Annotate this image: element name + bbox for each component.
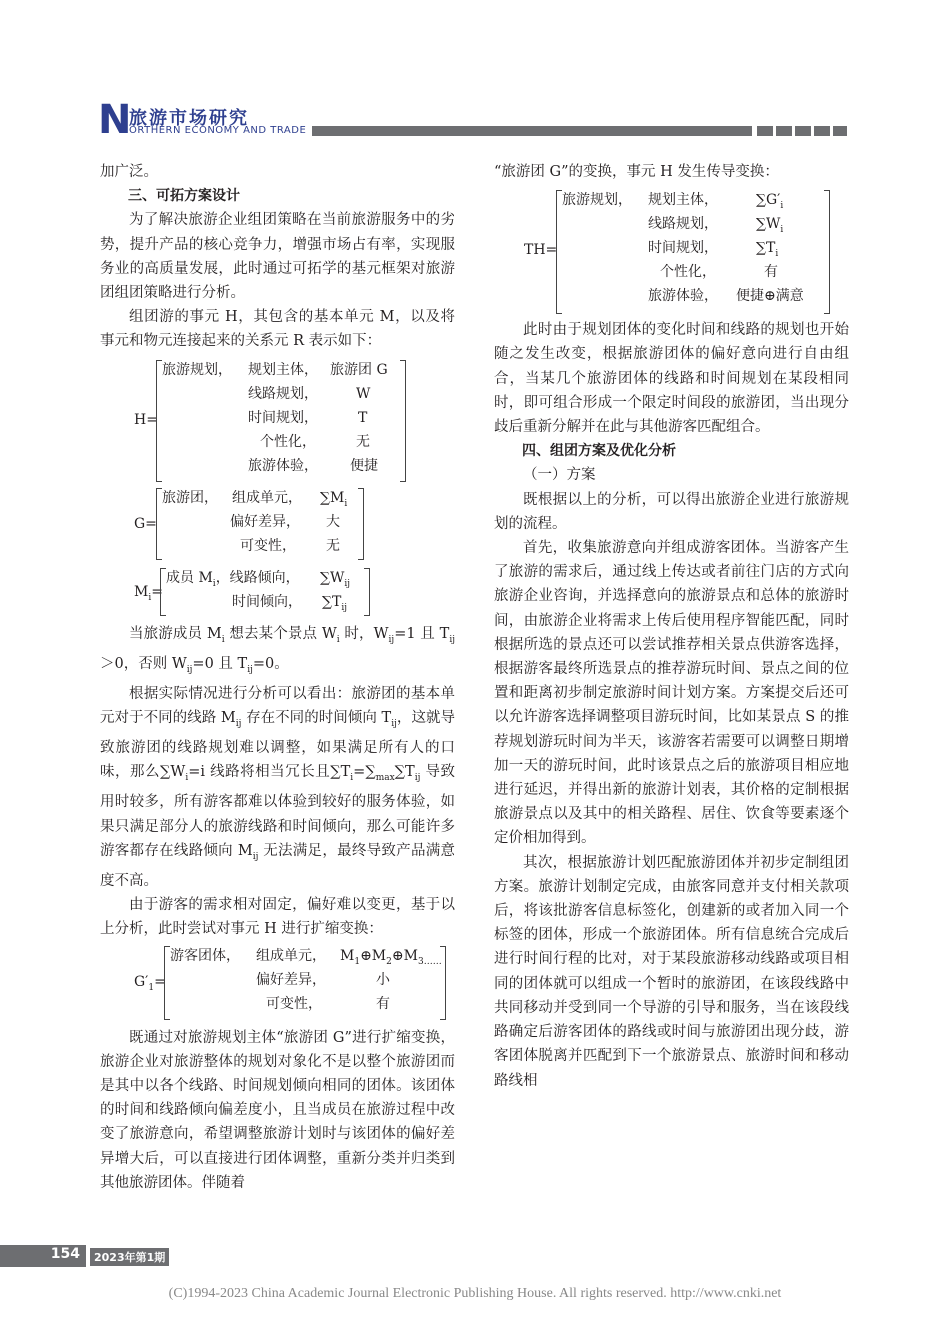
subsection-heading: （一）方案 <box>523 467 596 484</box>
page-number-box <box>0 1245 86 1267</box>
matrix-G1 <box>100 944 455 1022</box>
matrix-cell: T <box>358 409 368 426</box>
paragraph: 组团游的事元 H，其包含的基本单元 M，以及将事元和物元连接起来的关系元 R 表示如下： <box>100 309 455 350</box>
matrix-TH <box>494 186 849 314</box>
matrix-cell: 可变性， <box>240 537 296 554</box>
matrix-cell: 个性化， <box>260 433 316 450</box>
matrix-cell: 偏好差异， <box>256 971 326 988</box>
right-column <box>494 160 849 1093</box>
matrix-label: H= <box>134 411 158 428</box>
matrix-cell: $\sum T_{ij}$ <box>322 593 348 613</box>
journal-logo-letter: N <box>98 97 132 143</box>
paragraph: 根据实际情况进行分析可以看出：旅游团的基本单元对于不同的线路 $M_{ij}$ 存在不同的时间倾向 $T_{ij}$，这就导致旅游团的线路规划难以调整，如果满足所有人的口味，那么$\sum W_i=i$ 线路将相当冗长且$\sum T_i=\sum_{max}\sum T_{ij}$ 导致用时较多，所有游客都难以体验到较好的服务体验，如果只满足部分人的旅游线路和时间倾向，那么可能许多游客都存在线路倾向 $M_{ij}$ 无法满足，最终导致产品满意度不高。 <box>100 685 456 889</box>
matrix-label: $G'_1=$ <box>134 973 166 993</box>
section-heading: 三、可拓方案设计 <box>128 188 240 205</box>
matrix-H <box>100 356 455 482</box>
matrix-cell: 便捷⊕满意 <box>736 288 804 305</box>
matrix-cell: 偏好差异， <box>230 513 300 530</box>
matrix-cell: 无 <box>356 433 370 450</box>
matrix-label: TH= <box>524 242 558 259</box>
matrix-cell: 线路规划， <box>648 216 718 233</box>
matrix-label: G= <box>134 515 157 532</box>
matrix-cell: 有 <box>764 264 778 281</box>
paragraph: “旅游团 G”的变换，事元 H 发生传导变换： <box>494 164 779 180</box>
matrix-cell: 规划主体， <box>648 192 718 209</box>
matrix-label: $M_i=$ <box>134 583 163 603</box>
paragraph: 为了解决旅游企业组团策略在当前旅游服务中的劣势，提升产品的核心竞争力，增强市场占有率，实现服务业的高质量发展，此时通过可拓学的基元框架对旅游团组团策略进行分析。 <box>100 212 455 302</box>
matrix-cell: 规划主体， <box>248 361 318 378</box>
matrix-cell: 有 <box>376 995 390 1012</box>
section-heading: 四、组团方案及优化分析 <box>522 443 676 460</box>
matrix-cell: 组成单元， <box>256 947 326 964</box>
matrix-cell: 游客团体， <box>170 947 240 964</box>
paragraph: 既根据以上的分析，可以得出旅游企业进行旅游规划的流程。 <box>494 491 849 532</box>
matrix-cell: 旅游体验， <box>648 288 718 305</box>
matrix-cell: 旅游规划， <box>562 192 632 209</box>
matrix-cell: 时间规划， <box>248 409 318 426</box>
page-number: 154 <box>50 1246 80 1262</box>
matrix-G <box>100 486 455 562</box>
paragraph: 此时由于规划团体的变化时间和线路的规划也开始随之发生改变，根据旅游团体的偏好意向进行自由组合，当某几个旅游团体的线路和时间规划在某段相同时，即可组合形成一个限定时间段的旅游团，当出现分歧后重新分解并在此与其他游客匹配组合。 <box>494 322 849 436</box>
matrix-cell: 可变性， <box>266 995 322 1012</box>
paragraph: 由于游客的需求相对固定，偏好难以变更，基于以上分析，此时尝试对事元 H 进行扩缩变换： <box>100 897 455 938</box>
matrix-cell: $\sum W_i$ <box>756 216 784 235</box>
matrix-cell: 旅游团， <box>162 489 218 506</box>
matrix-cell: 旅游规划， <box>162 361 232 378</box>
left-column <box>100 160 455 1195</box>
matrix-cell: 组成单元， <box>232 489 302 506</box>
matrix-cell: 无 <box>326 537 340 554</box>
section-title-cn: 旅游市场研究 <box>129 108 249 129</box>
paragraph: 当旅游成员 $M_i$ 想去某个景点 $W_i$ 时，$W_{ij}=1$ 且 $T_{ij}>0$，否则 $W_{ij}=0$ 且 $T_{ij}=0$。 <box>100 625 455 675</box>
matrix-cell: 大 <box>326 513 340 530</box>
matrix-cell: 旅游团 G <box>330 361 388 378</box>
header-bar-dashed <box>757 126 847 136</box>
paragraph: 加广泛。 <box>100 164 158 180</box>
copyright-notice: (C)1994-2023 China Academic Journal Electronic Publishing House. All rights reserved. http://www.cnki.net <box>168 1286 782 1301</box>
issue-label: 2023年第1期 <box>90 1248 169 1266</box>
header-bar <box>312 126 752 136</box>
matrix-cell: $\sum T_i$ <box>756 240 779 259</box>
matrix-cell: $\sum G'_i$ <box>756 192 784 211</box>
matrix-cell: $\sum W_{ij}$ <box>320 569 351 589</box>
matrix-cell: 线路规划， <box>248 385 318 402</box>
matrix-cell: 成员 $M_i$，线路倾向， <box>166 569 300 589</box>
paragraph: 既通过对旅游规划主体“旅游团 G”进行扩缩变换，旅游企业对旅游整体的规划对象化不是以整个旅游团而是其中以各个线路、时间规划倾向相同的团体。该团体的时间和线路倾向偏差度小，且当成员在旅游过程中改变了旅游意向，希望调整旅游计划时与该团体的偏好差异增大后，可以直接进行团体调整，重新分类并归类到其他旅游团体。伴随着 <box>100 1029 455 1191</box>
matrix-cell: 个性化， <box>660 264 716 281</box>
matrix-cell: 旅游体验， <box>248 457 318 474</box>
matrix-cell: 时间倾向， <box>232 593 302 610</box>
paragraph: 其次，根据旅游计划匹配旅游团体并初步定制组团方案。旅游计划制定完成，由旅客同意并支付相关款项后，将该批游客信息标签化，创建新的或者加入同一个标签的团体，形成一个旅游团体。所有信息统合完成后进行时间行程的比对，对于某段旅游移动线路或项目相同的团体就可以组成一个暂时的旅游团，在该段线路中共同移动并受到同一个导游的引导和服务，当在该段线路确定后游客团体的路线或时间与旅游团出现分歧，游客团体脱离并匹配到下一个旅游景点、旅游时间和移动路线相 <box>494 854 849 1089</box>
matrix-cell: W <box>356 385 371 402</box>
matrix-Mi <box>100 566 455 618</box>
matrix-cell: 小 <box>376 971 390 988</box>
matrix-cell: $\sum M_i$ <box>320 489 348 509</box>
paragraph: 首先，收集旅游意向并组成游客团体。当游客产生了旅游的需求后，通过线上传达或者前往门店的方式向旅游企业咨询，并选择意向的旅游景点和总体的旅游时间，由旅游企业将需求上传后使用程序智能匹配，同时根据所选的景点还可以尝试推荐相关景点供游客选择，根据游客最终所选景点的推荐游玩时间、景点之间的位置和距离初步制定旅游时间计划方案。方案提交后还可以允许游客选择调整项目游玩时间，比如某景点 S 的推荐规划游玩时间为半天，该游客若需要可以调整日期增加一天的游玩时间，此时该景点之后的旅游项目相应地进行延迟，并得出新的旅游计划表，其价格的定制根据旅游景点以及其中的相关路程、居住、饮食等要素逐个定价相加得到。 <box>494 540 849 847</box>
matrix-cell: 便捷 <box>350 457 378 474</box>
matrix-cell: 时间规划， <box>648 240 718 257</box>
journal-title-en: ORTHERN ECONOMY AND TRADE <box>129 125 307 136</box>
matrix-cell: $M_1\oplus M_2\oplus M_{3\dots\dots}$ <box>340 947 442 967</box>
